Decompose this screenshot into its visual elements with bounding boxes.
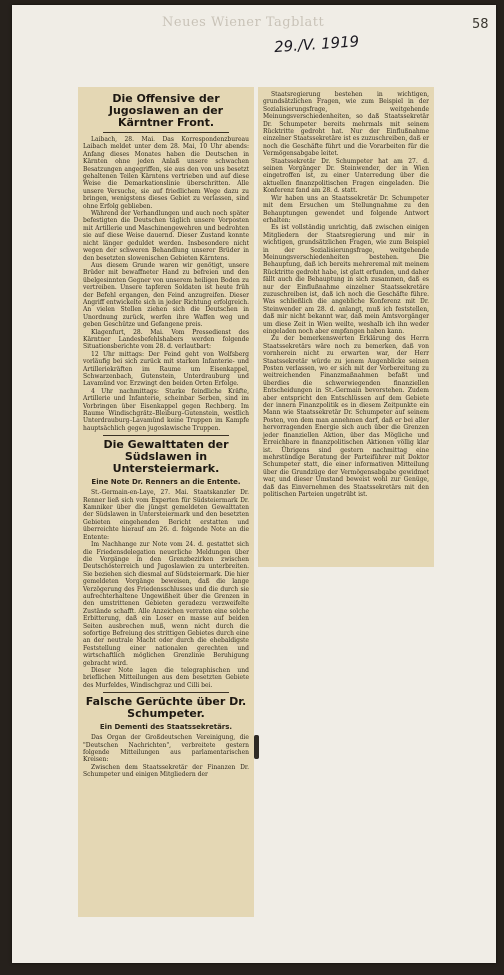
- article-paragraph: Klagenfurt, 28. Mai. Vom Pressedienst des Kärntner Landesbefehlshabers werden folgende Situationsberichte vom 28. d. verlautbart:: [83, 328, 249, 351]
- divider: [103, 692, 229, 693]
- article-paragraph: Zu der bemerkenswerten Erklärung des Herrn Staatssekretärs wäre noch zu bemerken, daß von vornherein nicht zu erwarten war, der Herr Staatssekretär würde zu jenem Augenblicke seinen Posten verlassen, wo er sich mit der Vorbereitung zu weitreichenden Finanzmaßnahmen befaßt und überdies die schwerwiegenden finanziellen Entscheidungen in St.-Germain bevorstehen. Zudem aber entspricht den Entschlüssen auf dem Gebiete der innern Finanzpolitik es in diesem Zeitpunkte ein Mann wie Staatssekretär Dr. Schumpeter auf seinem Posten, von dem man annehmen darf, daß er bei aller hervorragenden Energie sich auch über die Grenzen jeder finanziellen Aktion, über das Mögliche und Erreichbare in finanzpolitischen Aktionen völlig klar ist. Übrigens sind gestern nachmittag eine mehrstündige Beratung der Parteiführer mit Doktor Schumpeter statt, die einer informativen Mitteilung über die Grundzüge der Vermögensabgabe gewidmet war, und dieser Umstand beweist wohl zur Genüge, daß das Einvernehmen des Staatssekretärs mit den politischen Parteien ungetrübt ist.: [263, 335, 429, 498]
- article-paragraph: Dieser Note lagen die telegraphischen und brieflichen Mitteilungen aus dem besetzten Gebiete des Murfeldes, Windischgraz und Cilli bei.: [83, 667, 249, 689]
- article-paragraph: Im Nachhange zur Note vom 24. d. gestattet sich die Friedensdelegation neuerliche Meldungen über die Vorgänge in den Grenzbezirken zwischen Deutschösterreich und Jugoslawien zu unterbreiten. Sie beziehen sich diesmal auf Südsteiermark. Die hier gemeldeten Vorgänge beweisen, daß die lange Verzögerung des Friedensschlusses und die durch sie aufrechterhaltene Ungewißheit über die Grenzen in den umstrittenen Gebieten geradezu verzweifelte Zustände schafft. Alle Anzeichen verraten eine solche Erbitterung, daß ein Loser en masse auf beiden Seiten ausbrechen muß, wenn nicht durch die sofortige Befreiung des strittigen Gebietes durch eine an der neutrale Macht oder durch die ehebaldigste Feststellung einer nationalen gerechten und wirtschaftlich möglichen Grenzlinie Beruhigung gebracht wird.: [83, 541, 249, 667]
- article-paragraph: Staatssekretär Dr. Schumpeter hat am 27. d. seinen Vorgänger Dr. Steinwender, der in Wien eingetroffen ist, zu einer Unterredung über die aktuellen finanzpolitischen Fragen eingeladen. Die Konferenz fand am 28. d. statt.: [263, 157, 429, 195]
- article-paragraph: Staatsregierung bestehen in wichtigen, grundsätzlichen Fragen, wie zum Beispiel in der Sozialisierungsfrage, weitgehende Meinungsverschiedenheiten, so daß Staatssekretär Dr. Schumpeter bereits mehrmals mit seinem Rücktritte gedroht hat. Nur der Einflußnahme einzelner Staatssekretäre ist es zuzuschreiben, daß er noch die Geschäfte führt und die Vorarbeiten für die Vermögensabgabe leitet.: [263, 91, 429, 158]
- newspaper-clipping-left: [78, 87, 254, 917]
- article-paragraph: Das Organ der Großdeutschen Vereinigung, die "Deutschen Nachrichten", verbreitete gestern folgende Mitteilungen aus parlamentarischen Kreisen:: [83, 734, 249, 764]
- article-paragraph: Aus diesem Grunde waren wir genötigt, unsere Brüder mit bewaffneter Hand zu befreien und den übelgesinnten Gegner von unserem heiligen Boden zu vertreiben. Unsere tapferen Soldaten ist heute früh der Befehl ergangen, den Feind anzugreifen. Dieser Angriff entwickelte sich in jeder Richtung erfolgreich. An vielen Stellen ziehen sich die Deutschen in Unordnung zurück, werfen ihre Waffen weg und geben Geschütze und Gefangene preis.: [83, 261, 249, 329]
- article-subheadline: Eine Note Dr. Renners an die Entente.: [91, 478, 241, 487]
- article-paragraph: Es ist vollständig unrichtig, daß zwischen einigen Mitgliedern der Staatsregierung und mir in wichtigen, grundsätzlichen Fragen, wie zum Beispiel in der Sozialisierungsfrage, weitgehende Meinungsverschiedenheiten bestehen. Die Behauptung, daß ich bereits mehreremal mit meinem Rücktritte gedroht habe, ist glatt erfunden, und daher fällt auch die Behauptung in sich zusammen, daß es nur der Einflußnahme einzelner Staatssekretäre zuzuschreiben ist, daß ich noch die Geschäfte führe. Was schließlich die angebliche Konferenz mit Dr. Steinwender am 28. d. anlangt, muß ich feststellen, daß mir nicht bekannt war, daß mein Amtsvorgänger um diese Zeit in Wien weilte, weshalb ich ihn weder eingeladen noch aber empfangen haben kann.: [263, 224, 429, 335]
- article-subheadline: Ein Dementi des Staatssekretärs.: [99, 723, 233, 732]
- article-paragraph: St.-Germain-en-Laye, 27. Mai. Staatskanzler Dr. Renner ließ sich vom Experten für Südsteiermark Dr. Kamniker über die jüngst gemeldeten Gewalttaten der Südslawen in Untersteiermark und den besetzten Gebieten eingehenden Bericht erstatten und überreichte hierauf am 26. d. folgende Note an die Entente:: [83, 489, 249, 541]
- article-paragraph: 12 Uhr mittags: Der Feind geht von Wolfsberg vorläufig bei sich zurück mit starken Infanterie- und Artilleriekräften im Raume um Eisenkappel, Schwarzenbach, Gutenstein, Unterdrauburg und Lavamünd vor. Erzwingt den beiden Orten Erfolge.: [83, 350, 249, 388]
- article-paragraph: 4 Uhr nachmittags: Starke feindliche Kräfte, Artillerie und Infanterie, scheinbar Serben, sind im Vorbringen über Eisenkappel gegen Rechberg. Im Raume Windischgrätz–Bleiburg–Gutenstein, westlich Unterdrauburg–Lavamünd keine Truppen im Kampfe hauptsächlich gegen jugoslawische Truppen.: [83, 387, 249, 432]
- newspaper-masthead: Neues Wiener Tagblatt: [162, 15, 325, 30]
- page-number: 58: [472, 17, 489, 32]
- newspaper-clipping-right: [258, 87, 434, 567]
- article-headline: Die Offensive der Jugoslawen an der Kärntner Front.: [108, 92, 224, 129]
- divider: [103, 132, 229, 133]
- article-paragraph: Während der Verhandlungen und auch noch später befestigten die Deutschen täglich unsere Vorposten mit Artillerie und Maschinengewehren und bedrohten sie auf diese Weise dauernd. Dieser Zustand konnte nicht länger geduldet werden. Insbesondere nicht wegen der schweren Behandlung unserer Brüder in den besetzten slowenischen Gebieten Kärntens.: [83, 210, 249, 262]
- article-paragraph: Laibach, 28. Mai. Das Korrespondenzbureau Laibach meldet unter dem 28. Mai, 10 Uhr abends: Anfang dieses Monates haben die Deutschen in Kärnten ohne jeden Anlaß unsere schwachen Besatzungen angegriffen, sie aus den von uns besetzt gehaltenen Teilen Kärntens vertrieben und auf diese Weise die Demarkationslinie überschritten. Alle unsere Versuche, sie auf friedlichem Wege dazu zu bringen, wenigstens dieses Gebiet zu verlassen, sind ohne Erfolg geblieben.: [83, 136, 249, 210]
- handwritten-date: 29./V. 1919: [273, 32, 360, 57]
- divider: [103, 435, 229, 436]
- article-headline: Falsche Gerüchte über Dr. Schumpeter.: [85, 695, 247, 721]
- article-paragraph: Wir haben uns an Staatssekretär Dr. Schumpeter mit dem Ersuchen um Stellungnahme zu den Behauptungen gewendet und folgende Antwort erhalten:: [263, 194, 429, 224]
- glue-stain: [254, 735, 259, 759]
- article-headline: Die Gewalttaten der Südslawen in Untersteiermark.: [103, 438, 229, 476]
- article-paragraph: Zwischen dem Staatssekretär der Finanzen Dr. Schumpeter und einigen Mitgliedern der: [83, 763, 249, 779]
